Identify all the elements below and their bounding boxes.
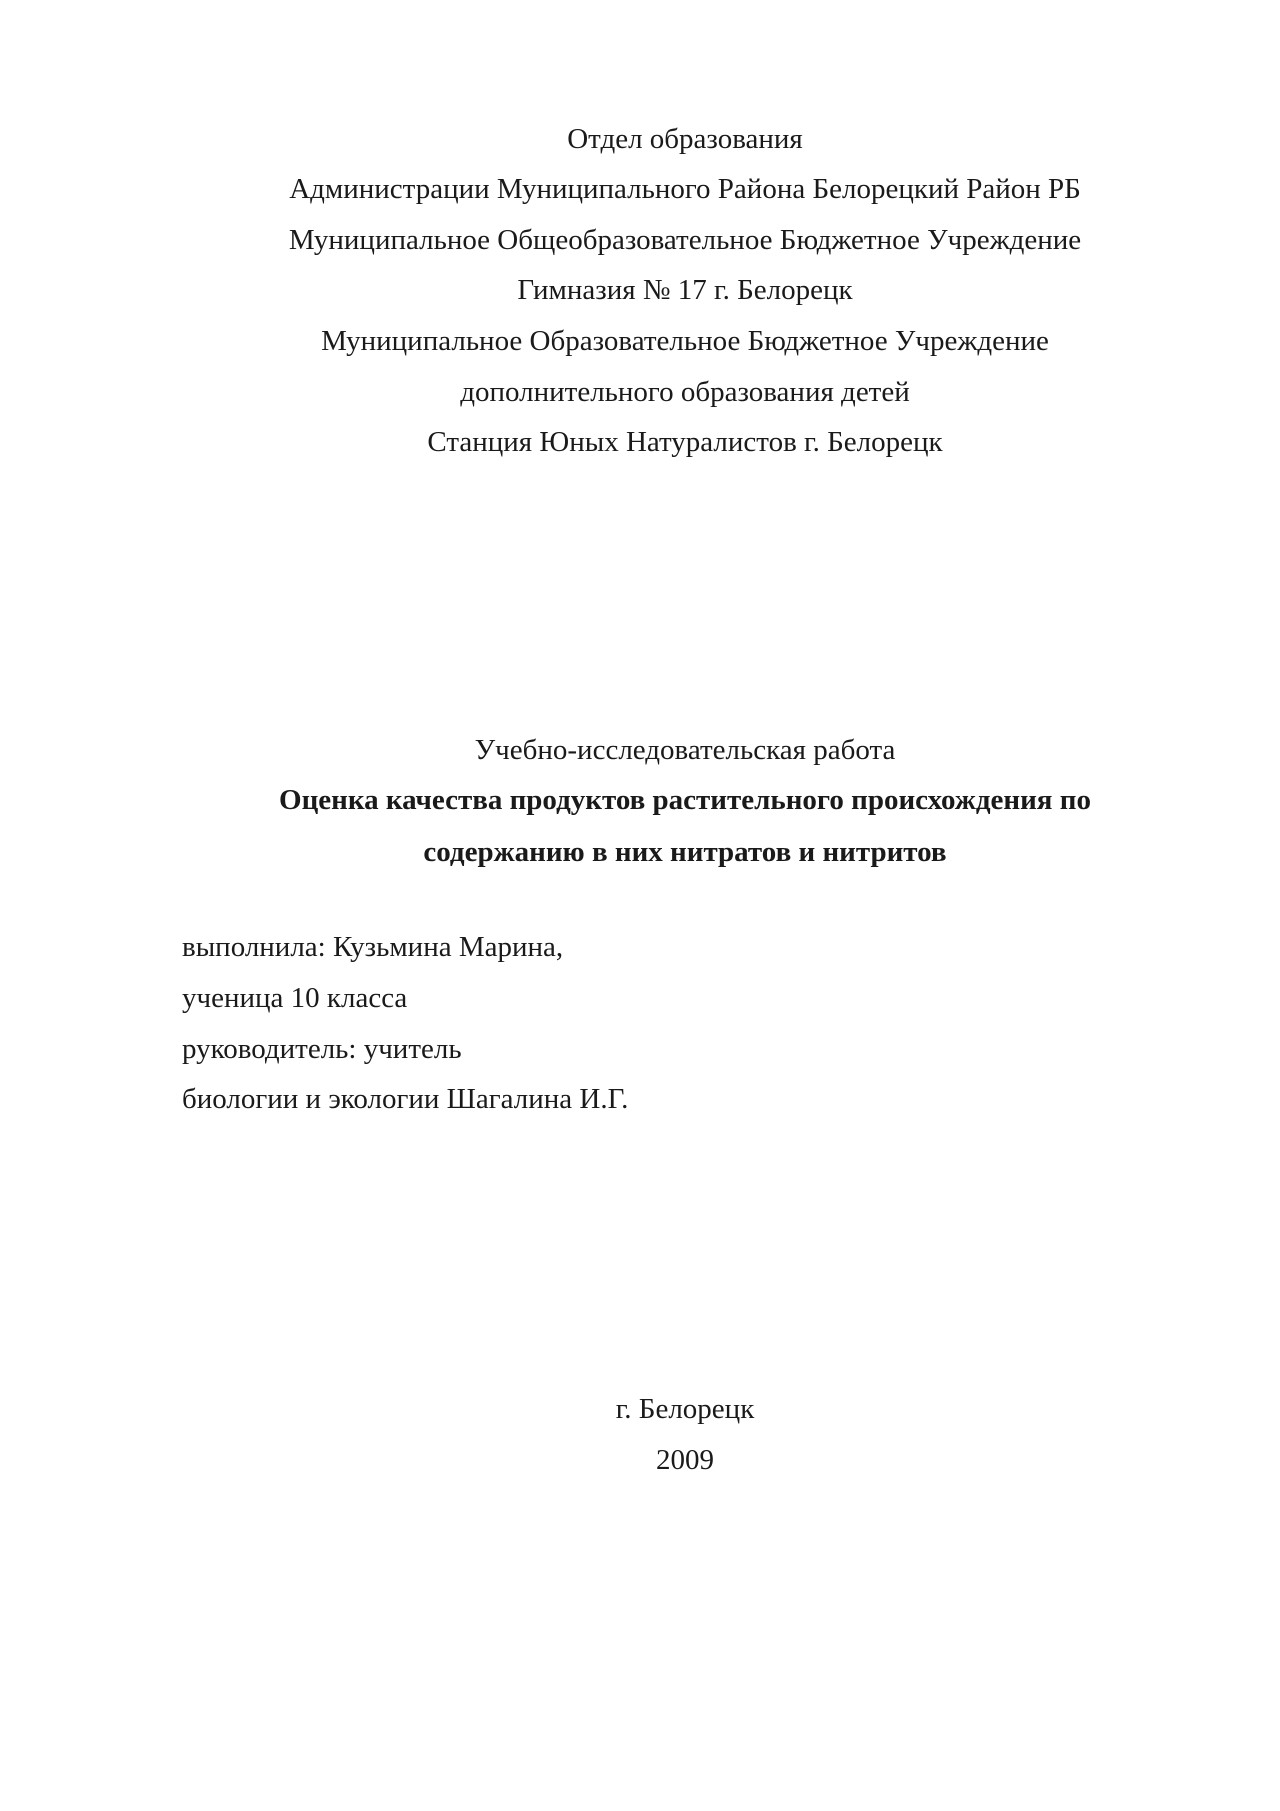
header-line-institution-type: Муниципальное Образовательное Бюджетное Учреждение [321,325,1049,357]
header-line-school-type: Муниципальное Общеобразовательное Бюджетное Учреждение [288,224,1082,256]
header-line-additional-education: дополнительного образования детей [460,376,910,408]
work-title-line-2: содержанию в них нитратов и нитритов [423,836,947,868]
city: г. Белорецк [615,1393,755,1425]
supervisor-role: руководитель: учитель [182,1033,462,1065]
supervisor-name: биологии и экологии Шагалина И.Г. [182,1083,629,1115]
header-line-gymnasium: Гимназия № 17 г. Белорецк [517,274,853,306]
header-line-station: Станция Юных Натуралистов г. Белорецк [427,426,943,458]
work-title-line-1: Оценка качества продуктов растительного происхождения по [279,784,1091,816]
header-line-administration: Администрации Муниципального Района Белорецкий Район РБ [289,173,1081,205]
year: 2009 [656,1444,714,1476]
work-type: Учебно-исследовательская работа [474,734,896,766]
header-line-department: Отдел образования [567,123,803,155]
author-performed-by: выполнила: Кузьмина Марина, [182,931,564,963]
author-grade: ученица 10 класса [182,982,408,1014]
